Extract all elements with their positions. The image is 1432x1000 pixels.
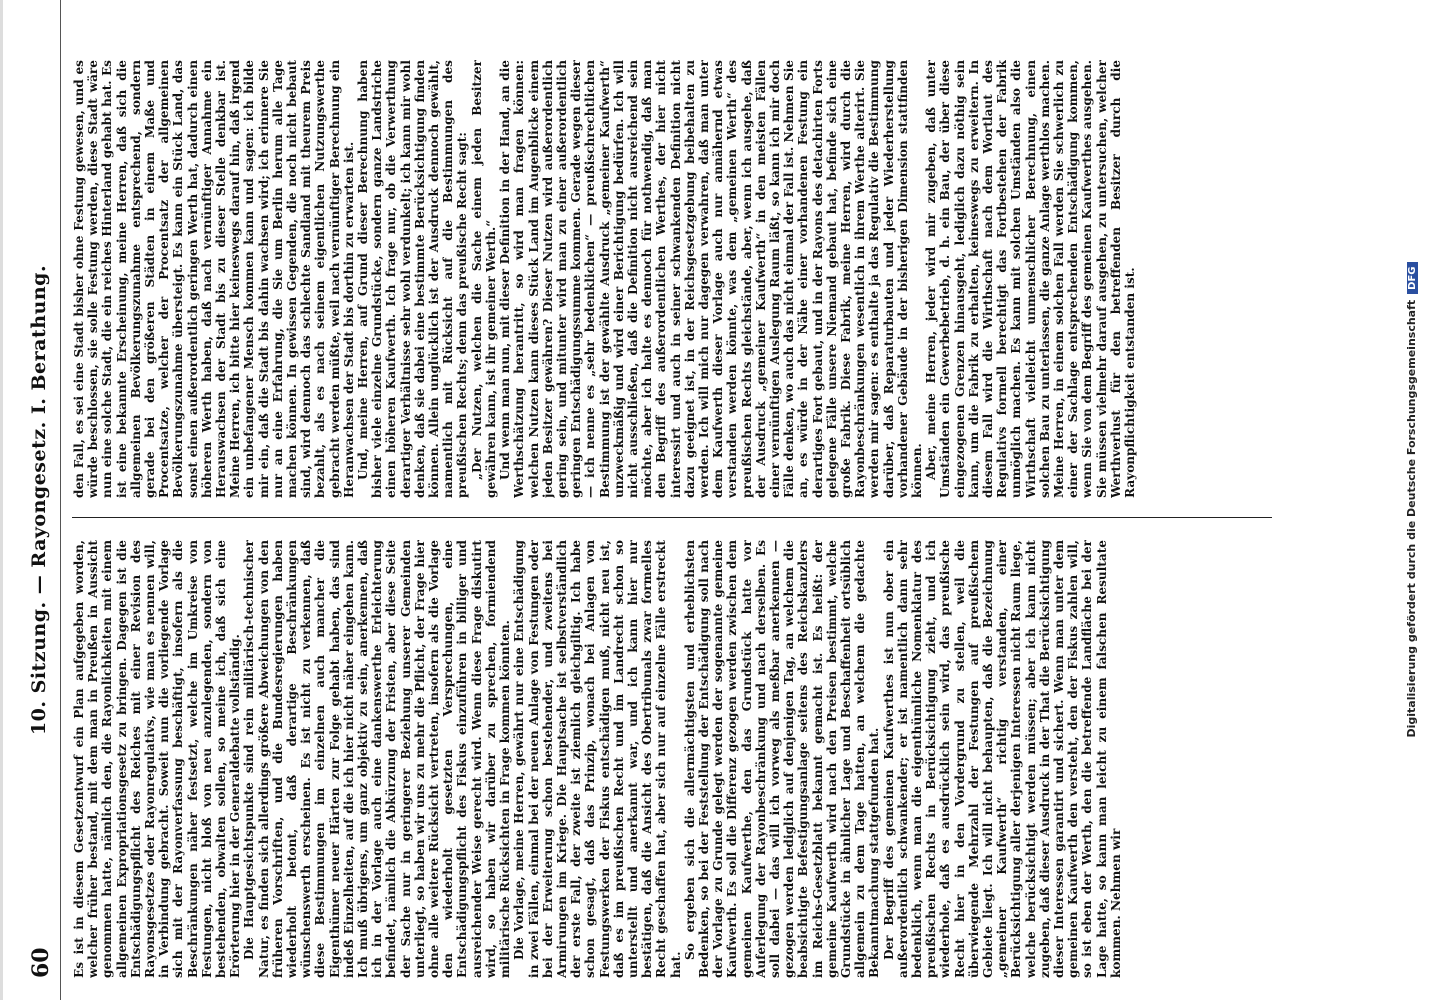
running-title: 10. Sitzung. — Rayongesetz. I. Berathung.	[28, 264, 50, 736]
page-header	[0, 0, 60, 1000]
paragraph: Die Vorlage, meine Herren, gewährt nur eine Entschädigung in zwei Fällen, einmal bei der neuen Anlage von Festungen oder bei der Erweiterung schon bestehender, und zweitens bei Armirungen im Kriege. Die Hauptsache ist selbstverständlich der erste Fall, der zweite ist ziemlich gleichgiltig. Ich habe schon gesagt, daß das Prinzip, wonach bei Anlagen von Festungswerken der Fiskus entschädigen muß, nicht neu ist, daß es im preußischen Recht und im Landrecht schon so unterstellt und anerkannt war, und ich kann hier nur bestätigen, daß die Ansicht des Obertribunals zwar formelles Recht geschaffen hat, aber sich nur auf einzelne Fälle erstreckt hat.	[512, 540, 683, 978]
paragraph: Es ist in diesem Gesetzentwurf ein Plan aufgegeben worden, welcher früher bestand, mit dem man in Preußen in Aussicht genommen hatte, nämlich den, die Rayonlichkeiten mit einem allgemeinen Expropriationsgesetz zu bringen. Dagegen ist die Entschädigungspflicht des Reiches mit einer Revision des Rayonsgesetzes oder Rayonregulativs, wie man es nennen will, in Verbindung gebracht. Soweit nun die vorliegende Vorlage sich mit der Rayonverfassung beschäftigt, insofern als die Beschränkungen näher festsetzt, welche im Umkreise von Festungen, nicht bloß von neu anzulegenden, sondern von bestehenden, obwalten sollen, so meine ich, daß sich eine Erörterung hier in der Generaldebatte vollständig.	[72, 540, 243, 978]
paragraph: Aber, meine Herren, jeder wird mir zugeben, daß unter Umständen ein Gewerbebetrieb, d. h. ein Bau, der über diese eingezogenen Grenzen hinausgeht, lediglich dazu nöthig sein kann, um die Fabrik zu erhalten, keineswegs zu erweitern. In diesem Fall wird die Wirthschaft nach dem Wortlaut des Regulativs formell berechtigt das Fortbestehen der Fabrik unmöglich machen. Es kann mit solchen Umständen also die Wirthschaft vielleicht unmenschlicher Berechnung, einen solchen Bau zu unterlassen, die ganze Anlage werthlos machen. Meine Herren, in einem solchen Fall werden Sie schwerlich zu einer der Sachlage entsprechenden Entschädigung kommen, wenn Sie von dem Begriff des gemeinen Kaufwerthes ausgehen. Sie müssen vielmehr darauf ausgehen, zu untersuchen, welcher Werthverlust für den betreffenden Besitzer durch die Rayonpflichtigkeit entstanden ist.	[924, 60, 1138, 498]
credit-text: Digitalisierung gefördert durch die Deutsche Forschungsgemeinschaft	[1405, 299, 1418, 738]
paragraph: Die Hauptgesichtspunkte sind rein militärisch-technischer Natur, es finden sich allerdings größere Abweichungen von den früheren Vorschriften, und die Bundesregierungen haben wiederholt betont, daß derartige Beschränkungen wünschenswerth erscheinen. Es ist nicht zu verkennen, daß diese Bestimmungen im einzelnen auch mancher die Eigenthümer neuer Härten zur Folge gehabt haben, das sind indeß Einzelheiten, auf die ich hier nicht näher eingehen kann. Ich muß übrigens, um ganz objektiv zu sein, anerkennen, daß ich in der Vorlage auch eine dankenswerthe Erleichterung befindet, nämlich die Abkürzung der Fristen, aber diese Seite der Sache nur in geringerer Beziehung unserer Gemeinden unterliegt, so haben wir uns zu mehr die Pflicht, der Frage hier ohne alle weitere Rücksicht vertreten, insofern als die Vorlage den wiederholt gesetzten Versprechungen, eine Entschädigungspflicht des Fiskus einzuführen in billiger und ausreichender Weise gerecht wird. Wenn diese Frage diskutirt wird, so haben wir darüber zu sprechen, formiendend militärische Rücksichten in Frage kommen könnten.	[242, 540, 513, 978]
paragraph: den Fall, es sei eine Stadt bisher ohne Festung gewesen, und es würde beschlossen, sie solle Festung werden, diese Stadt wäre nun eine solche Stadt, die ein reiches Hinterland gehabt hat. Es ist eine bekannte Erscheinung, meine Herren, daß sich die allgemeinen Bevölkerungszunahme entsprechend, sondern gerade bei den größeren Städten in einem Maße und Procentsatze, welcher der Procentsatz der allgemeinen Bevölkerungszunahme übersteigt. Es kann ein Stück Land, das sonst einen außerordentlich geringen Werth hat, dadurch einen höheren Werth haben, daß nach vernünftiger Annahme ein Herauswachsen der Stadt bis zu dieser Stelle denkbar ist. Meine Herren, ich bitte hier keineswegs darauf hin, daß irgend ein unbefangener Mensch kommen kann und sagen: ich bilde mir ein, daß die Stadt bis dahin wachsen wird; ich erinnere Sie nur an eine Erfahrung, die Sie um Berlin herum alle Tage machen können. In gewissen Gegenden, die noch nicht bebaut sind, wird dennoch das schlechte Sandland mit theurem Preis bezahlt, als es nach seinem eigentlichen Nutzungswerthe gebracht werden müßte, weil nach vernünftiger Berechnung ein Heranwachsen der Stadt bis dorthin zu erwarten ist.	[72, 60, 356, 498]
paragraph: Der Begriff des gemeinen Kaufwerthes ist nun ober ein außerordentlich schwankender; er ist namentlich dann sehr bedenklich, wenn man die eigenthümliche Nomenklatur des preußischen Rechts in Berücksichtigung zieht, und ich wiederhole, daß es ausdrücklich sein wird, das preußische Recht hier in den Vordergrund zu stellen, weil die überwiegende Mehrzahl der Festungen auf preußischem Gebiete liegt. Ich will nicht behaupten, daß die Bezeichnung „gemeiner Kaufwerth“ richtig verstanden, einer Berücksichtigung aller derjenigen Interessen nicht Raum liege, welche berücksichtigt werden müssen; aber ich kann nicht zugeben, daß dieser Ausdruck in der That die Berücksichtigung dieser Interessen garantirt und sichert. Wenn man unter dem gemeinen Kaufwerth den versteht, den der Fiskus zahlen will, so ist eben der Werth, den die betreffende Landfläche bei der Lage hatte, so kann man leicht zu einem falschen Resultate kommen. Nehmen wir	[881, 540, 1123, 978]
page-number: 60	[28, 947, 54, 978]
paragraph: „Der Nutzen, welchen die Sache einem jeden Besitzer gewähren kann, ist ihr gemeiner Werth.“	[469, 60, 498, 498]
text-column-left	[72, 540, 1372, 978]
digitization-credit	[1405, 0, 1418, 1000]
paragraph: So ergeben sich die allermächtigsten und erheblichsten Bedenken, so bei der Feststellung der Entschädigung soll nach der Vorlage zu Grunde gelegt werden der sogenannte gemeine Kaufwerth. Es soll die Differenz gezogen werden zwischen dem gemeinen Kaufwerthe, den das Grundstück hatte vor Auferlegung der Rayonbeschränkung und nach derselben. Es soll dabei — das will ich vorweg als meßbar anerkennen — gezogen werden lediglich auf denjenigen Tag, an welchem die beabsichtigte Befestigungsanlage seitens des Reichskanzlers im Reichs-Gesetzblatt bekannt gemacht ist. Es heißt: der gemeine Kaufwerth wird nach den Preisen bestimmt, welche Grundstücke in ähnlicher Lage und Beschaffenheit ortsüblich allgemein zu dem Tage hatten, an welchem die gedachte Bekanntmachung stattgefunden hat.	[682, 540, 882, 978]
paragraph: Und wenn man nun, mit dieser Definition in der Hand, an die Werthschätzung herantritt, so wird man fragen können: welchen Nutzen kann dieses Stück Land im Augenblicke einem jeden Besitzer gewähren? Dieser Nutzen wird außerordentlich gering sein, und mitunter wird man zu einer außerordentlich geringen Entschädigungssumme kommen. Gerade wegen dieser — ich nenne es „sehr bedenklichen“ — preußischrechtlichen Bestimmung ist der gewählte Ausdruck „gemeiner Kaufwerth“ unzweckmäßig und wird einer Berichtigung bedürfen. Ich will nicht ausschließen, daß die Definition nicht ausreichend sein möchte, aber ich halte es dennoch für nothwendig, daß man den Begriff des außerordentlichen Werthes, der hier nicht interessirt und auch in seiner schwankenden Definition nicht dazu geeignet ist, in der Reichsgesetzgebung beibehalten zu werden. Ich will mich nur dagegen verwahren, daß man unter dem Kaufwerth dieser Vorlage auch nur annähernd etwas verstanden werden könnte, was dem „gemeinen Werth“ des preußischen Rechts gleichstände, aber, wenn ich ausgehe, daß der Ausdruck „gemeiner Kaufwerth“ in den meisten Fällen einer vernünftigen Auslegung Raum läßt, so kann ich mir doch Fälle denken, wo auch das nicht einmal der Fall ist. Nehmen Sie an, es würde in der Nähe einer vorhandenen Festung ein derartiges Fort gebaut, und in der Rayons des detachirten Forts gelegene Fälle unsere Niemand gebaut hat, befinde sich eine große Fabrik. Diese Fabrik, meine Herren, wird durch die Rayonbeschränkungen wesentlich in ihrem Werthe alterirt. Sie werden mir sagen: es enthalte ja das Regulativ die Bestimmung darüber, daß Reparaturbauten und jeder Wiederherstellung vorhandener Gebäude in der bisherigen Dimension stattfinden können.	[498, 60, 924, 498]
column-divider	[72, 517, 1272, 518]
text-column-right	[72, 60, 1372, 498]
dfg-logo: DFG	[1407, 263, 1418, 294]
paragraph: Und, meine Herren, auf Grund dieser Berechnung haben bisher viele einzelne Grundstücke, sondern ganze Landstriche einen höheren Kaufwerth. Ich frage nur, ob die Verwerthung derartiger Verhältnisse sehr wohl verdunkelt; ich kann mir wohl denken, daß sie dabei eine bestimmte Berücksichtigung finden können. Allein unglücklich ist der Ausdruck dennoch gewählt, namentlich mit Rücksicht auf die Bestimmungen des preußischen Rechts; denn das preußische Recht sagt:	[356, 60, 470, 498]
header-rule	[60, 0, 61, 1000]
